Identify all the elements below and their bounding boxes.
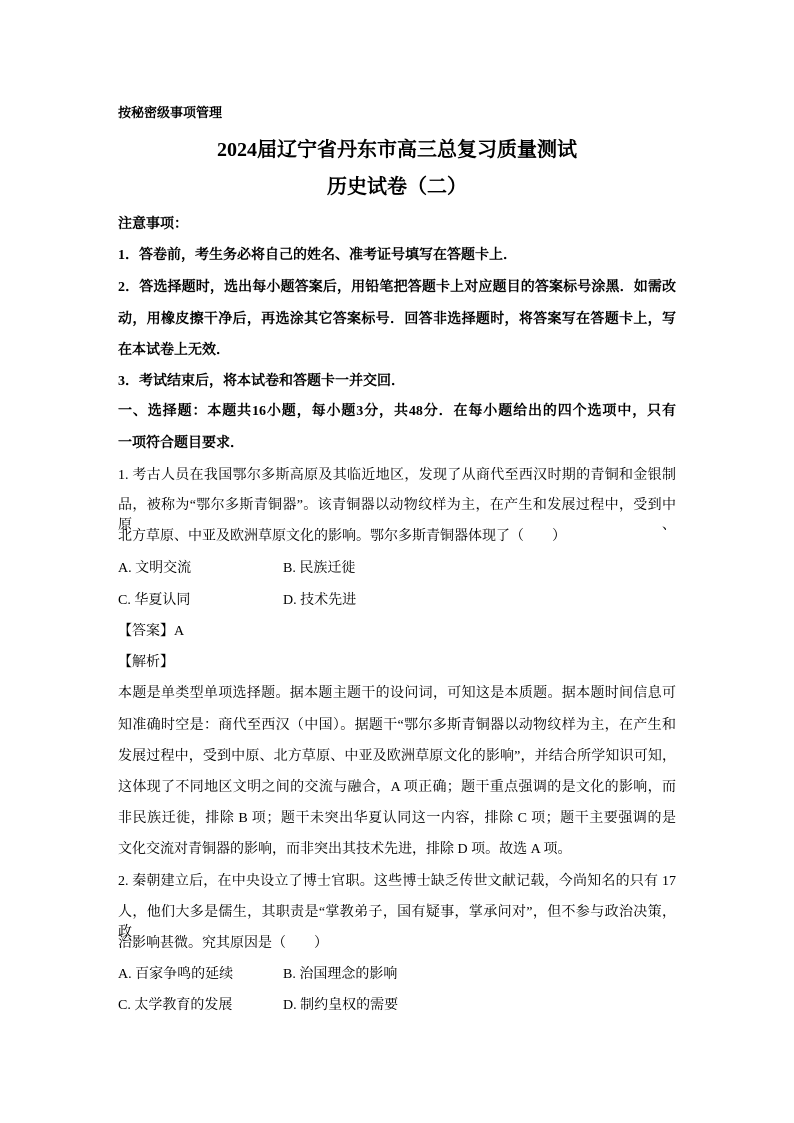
question-1-analysis-line: 知准确时空是：商代至西汉（中国）。据题干“鄂尔多斯青铜器以动物纹样为主，在产生和: [118, 718, 676, 733]
question-2-option-d: D. 制约皇权的需要: [283, 998, 399, 1013]
question-1-analysis-line: 非民族迁徙，排除 B 项；题干未突出华夏认同这一内容，排除 C 项；题干主要强调的是: [118, 811, 676, 826]
classification-label: 按秘密级事项管理: [118, 105, 223, 120]
question-1-option-d: D. 技术先进: [283, 593, 357, 608]
notice-line: 1．答卷前，考生务必将自己的姓名、准考证号填写在答题卡上．: [118, 248, 517, 263]
question-1-analysis-line: 发展过程中，受到中原、北方草原、中亚及欧洲草原文化的影响”，并结合所学知识可知，: [118, 749, 676, 764]
question-2-option-b: B. 治国理念的影响: [283, 967, 398, 982]
question-2-stem-line: 人，他们大多是儒生，其职责是“掌教弟子，国有疑事，掌承问对”，但不参与政治决策，政: [118, 905, 676, 940]
question-1-stem-line: 1. 考古人员在我国鄂尔多斯高原及其临近地区，发现了从商代至西汉时期的青铜和金银制: [118, 468, 676, 483]
question-1-option-b: B. 民族迁徙: [283, 561, 356, 576]
question-1-analysis-line: 文化交流对青铜器的影响，而非突出其技术先进，排除 D 项。故选 A 项。: [118, 842, 572, 857]
question-1-analysis-line: 这体现了不同地区文明之间的交流与融合，A 项正确；题干重点强调的是文化的影响，而: [118, 780, 676, 795]
question-2-stem-line: 2. 秦朝建立后，在中央设立了博士官职。这些博士缺乏传世文献记载，今尚知名的只有 17: [118, 874, 676, 889]
section-heading-line: 一、选择题：本题共16小题，每小题3分，共48分．在每小题给出的四个选项中，只有: [118, 404, 676, 419]
notice-line: 动，用橡皮擦干净后，再选涂其它答案标号．回答非选择题时，将答案写在答题卡上，写: [118, 312, 676, 327]
question-1-option-a: A. 文明交流: [118, 561, 192, 576]
question-1-answer: 【答案】A: [118, 624, 185, 639]
notice-line: 在本试卷上无效．: [118, 343, 230, 358]
question-2-option-c: C. 太学教育的发展: [118, 998, 233, 1013]
question-1-analysis-heading: 【解析】: [118, 655, 174, 670]
question-1-stem-line: 北方草原、中亚及欧洲草原文化的影响。鄂尔多斯青铜器体现了（ ）: [118, 529, 566, 544]
question-1-stem-line: 品，被称为“鄂尔多斯青铜器”。该青铜器以动物纹样为主，在产生和发展过程中，受到中原、: [118, 498, 676, 533]
exam-subtitle: 历史试卷（二）: [327, 176, 467, 198]
question-1-option-c: C. 华夏认同: [118, 593, 191, 608]
question-1-analysis-line: 本题是单类型单项选择题。据本题主题干的设问词，可知这是本质题。据本题时间信息可: [118, 686, 676, 701]
notice-heading: 注意事项：: [118, 217, 188, 232]
question-2-stem-line: 治影响甚微。究其原因是（ ）: [118, 936, 328, 951]
exam-title: 2024届辽宁省丹东市高三总复习质量测试: [217, 139, 577, 161]
question-2-option-a: A. 百家争鸣的延续: [118, 967, 234, 982]
notice-line: 2．答选择题时，选出每小题答案后，用铅笔把答题卡上对应题目的答案标号涂黑．如需改: [118, 280, 676, 295]
section-heading-line: 一项符合题目要求．: [118, 436, 244, 451]
notice-line: 3．考试结束后，将本试卷和答题卡一并交回．: [118, 374, 405, 389]
